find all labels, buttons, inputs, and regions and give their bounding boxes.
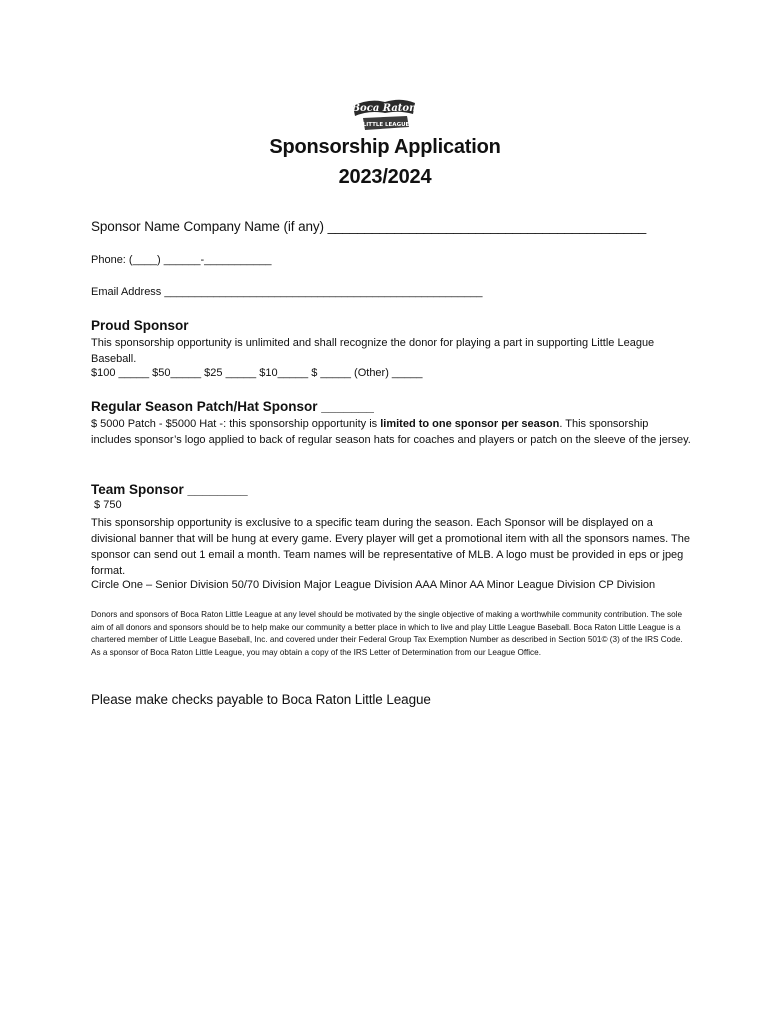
proud-sponsor-heading: Proud Sponsor — [91, 318, 189, 333]
page-year: 2023/2024 — [338, 166, 432, 188]
patch-desc-bold: limited to one sponsor per season — [380, 418, 560, 430]
proud-sponsor-amounts: $100 _____ $50_____ $25 _____ $10_____ $ _____ (Other) _____ — [91, 367, 423, 379]
team-sponsor-heading: Team Sponsor ________ — [91, 482, 248, 497]
proud-sponsor-description: This sponsorship opportunity is unlimited and shall recognize the donor for playing a part in supporting Little League Baseball. — [91, 337, 655, 365]
patch-desc-before: $ 5000 Patch - $5000 Hat -: this sponsorship opportunity is — [91, 418, 381, 430]
division-options: Circle One – Senior Division 50/70 Division Major League Division AAA Minor AA Minor League Division CP Division — [91, 579, 656, 591]
phone-field: Phone: (____) ______-___________ — [91, 254, 272, 266]
boca-raton-little-league-logo — [349, 96, 419, 134]
patch-desc-after: . This sponsorship includes sponsor’s logo applied to back of regular season hats for coaches and players or patch on the sleeve of the jersey. — [91, 418, 691, 446]
checks-payable-note: Please make checks payable to Boca Raton Little League — [91, 692, 431, 707]
sponsor-name-field: Sponsor Name Company Name (if any) ___________________________________________ — [91, 219, 647, 234]
team-sponsor-price: $ 750 — [91, 499, 122, 511]
page-title: Sponsorship Application — [269, 136, 501, 158]
patch-hat-sponsor-description — [91, 416, 691, 448]
logo-text-top: Boca Raton — [351, 103, 417, 114]
logo-text-bottom: LITTLE LEAGUE — [362, 122, 410, 128]
patch-hat-sponsor-heading: Regular Season Patch/Hat Sponsor _______ — [91, 399, 374, 414]
team-sponsor-description: This sponsorship opportunity is exclusive to a specific team during the season. Each Sponsor will be displayed on a divisional banner that will be hung at every game. Every player will get a promotional item with all the sponsors names. The sponsor can send out 1 email a month. Team names will be representative of MLB. A logo must be provided in eps or jpeg format. — [91, 517, 690, 577]
disclaimer-text: Donors and sponsors of Boca Raton Little League at any level should be motivated by the single objective of making a worthwhile community contribution. The sole aim of all donors and sponsors should be to help make our community a better place in which to live and play Little League Baseball. Boca Raton Little League is a chartered member of Little League Baseball, Inc. and covered under their Federal Group Tax Exemption Number as described in Section 501© (3) of the IRS Code. As a sponsor of Boca Raton Little League, you may obtain a copy of the IRS Letter of Determination from our League Office. — [91, 610, 683, 657]
email-field: Email Address ____________________________________________________ — [91, 286, 483, 298]
